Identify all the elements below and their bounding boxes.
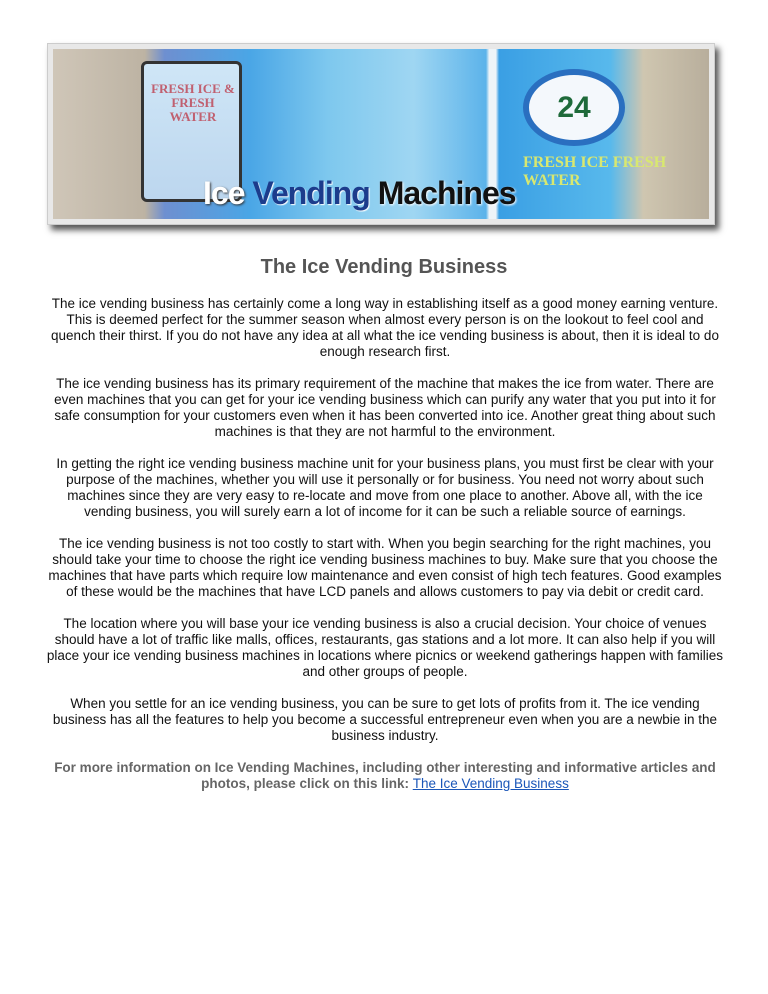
banner-word-machines: Machines [377,175,516,211]
sign-text: FRESH ICE & FRESH WATER [151,81,235,124]
banner-word-ice: Ice [203,175,245,211]
footer-note [44,760,726,792]
banner-title [203,175,516,212]
banner-image [53,49,709,219]
footer-text: For more information on Ice Vending Machines, including other interesting and informative articles and photos, please click on this link: [54,760,716,791]
24-hours-logo: 24 [523,69,625,146]
paragraph: The ice vending business has certainly come a long way in establishing itself as a good money earning venture. This is deemed perfect for the summer season when almost every person is on the lookout to feel cool and quench their thirst. If you do not have any idea at all what the ice vending business is about, then it is ideal to do enough research first. [51,296,719,359]
sign-text-2: FRESH ICE FRESH WATER [523,154,667,189]
banner-word-vending: Vending [252,175,370,211]
paragraph: When you settle for an ice vending business, you can be sure to get lots of profits from it. The ice vending business has all the features to help you become a successful entrepreneur even when you are a newbie in the business industry. [52,696,718,743]
article-body [44,296,726,808]
ice-vending-business-link[interactable]: The Ice Vending Business [412,776,569,791]
banner-frame [47,43,715,225]
paragraph: In getting the right ice vending business machine unit for your business plans, you must first be clear with your purpose of the machines, whether you will use it personally or for business. You need not worry about such machines since they are very easy to re-locate and move from one place to another. Above all, with the ice vending business, you will surely earn a lot of income for it can be such a reliable source of earnings. [56,456,714,519]
paragraph: The ice vending business has its primary requirement of the machine that makes the ice from water. There are even machines that you can get for your ice vending business which can purify any water that you put into it for safe consumption for your customers even when it has been converted into ice. Another great thing about such machines is that they are not harmful to the environment. [54,376,716,439]
paragraph: The location where you will base your ice vending business is also a crucial decision. Your choice of venues should have a lot of traffic like malls, offices, restaurants, gas stations and a lot more. It can also help if you will place your ice vending business machines in locations where picnics or weekend gatherings happen with families and other groups of people. [46,616,724,679]
paragraph: The ice vending business is not too costly to start with. When you begin searching for the right machines, you should take your time to choose the right ice vending business machines to buy. Make sure that you choose the machines that have parts which require low maintenance and even consist of high tech features. Good examples of these would be the machines that have LCD panels and allows customers to pay via debit or credit card. [48,536,722,599]
page-title: The Ice Vending Business [260,256,508,278]
